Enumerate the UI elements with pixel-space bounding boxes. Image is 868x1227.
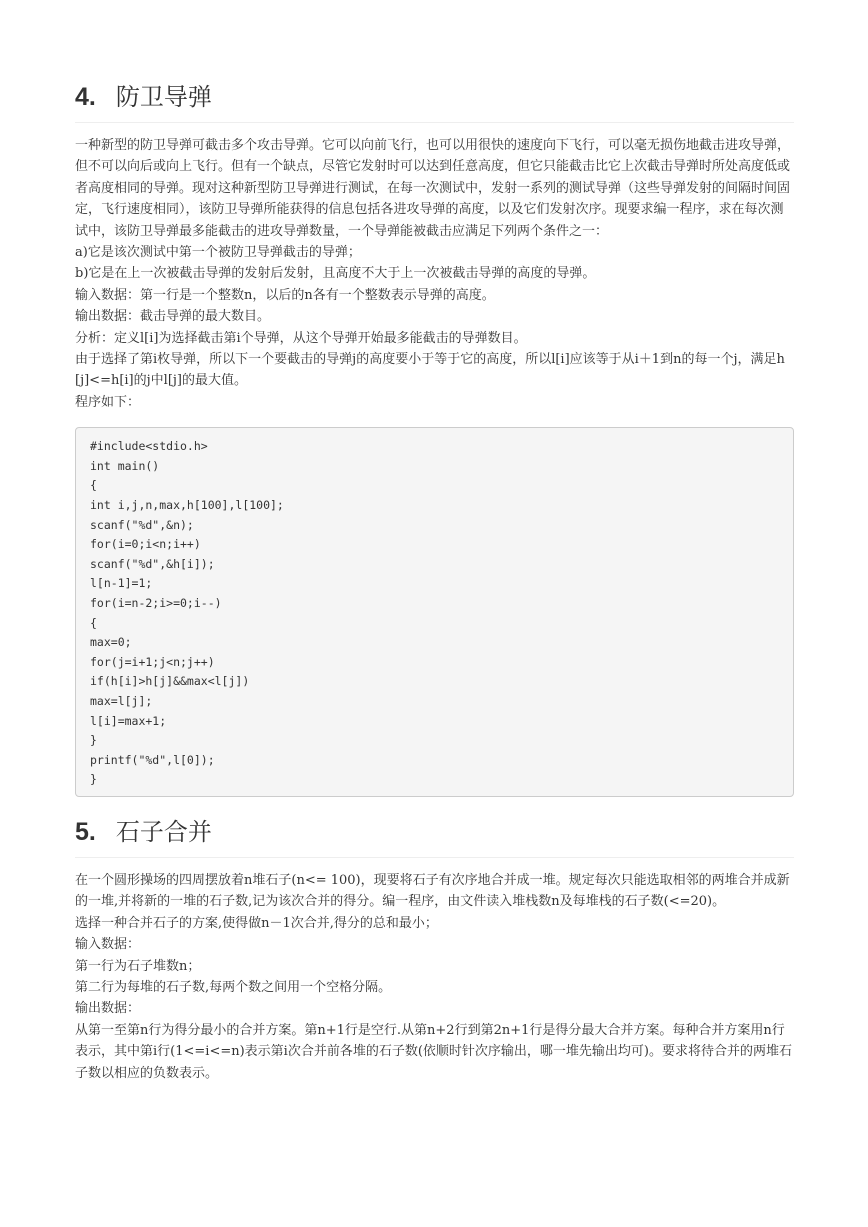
code-line: if(h[i]>h[j]&&max<l[j]) (90, 674, 250, 689)
code-line: { (90, 478, 97, 493)
objective: 选择一种合并石子的方案,使得做n－1次合并,得分的总和最小； (75, 915, 438, 931)
code-line: for(j=i+1;j<n;j++) (90, 654, 215, 669)
code-line: max=l[j]; (90, 694, 153, 708)
section-5-title: 石子合并 (115, 817, 212, 846)
input-line-2: 第二行为每堆的石子数,每两个数之间用一个空格分隔。 (75, 980, 392, 995)
output-spec: 输出数据：截击导弹的最大数目。 (75, 309, 271, 325)
code-line: for(i=n-2;i>=0;i--) (90, 596, 222, 611)
code-line: } (90, 772, 97, 787)
analysis-2: 由于选择了第i枚导弹，所以下一个要截击的导弹j的高度要小于等于它的高度，所以l[i]应该等于从i＋1到n的每一个j，满足h[j]<=h[i]的j中l[j]的最大值。 (75, 352, 785, 389)
problem-description: 在一个圆形操场的四周摆放着n堆石子(n<= 100)，现要将石子有次序地合并成一堆。规定每次只能选取相邻的两堆合并成新的一堆,并将新的一堆的石子数,记为该次合并的得分。编一程序，由文件读入堆栈数n及每堆栈的石子数(<=20)。 (75, 872, 790, 910)
section-5-heading (75, 811, 794, 858)
analysis-1: 分析：定义l[i]为选择截击第i个导弹，从这个导弹开始最多能截击的导弹数目。 (75, 330, 527, 346)
problem-description: 一种新型的防卫导弹可截击多个攻击导弹。它可以向前飞行，也可以用很快的速度向下飞行，可以毫无损伤地截击进攻导弹，但不可以向后或向上飞行。但有一个缺点，尽管它发射时可以达到任意高度，但它只能截击比它上次截击导弹时所处高度低或者高度相同的导弹。现对这种新型防卫导弹进行测试，在每一次测试中，发射一系列的测试导弹（这些导弹发射的间隔时间固定，飞行速度相同），该防卫导弹所能获得的信息包括各进攻导弹的高度，以及它们发射次序。现要求编一程序，求在每次测试中，该防卫导弹最多能截击的进攻导弹数量，一个导弹能被截击应满足下列两个条件之一： (75, 138, 791, 239)
code-line: l[i]=max+1; (90, 713, 167, 728)
document-page (75, 0, 794, 1084)
input-line-1: 第一行为石子堆数n； (75, 958, 201, 974)
section-4-number: 4. (75, 83, 96, 111)
code-line: l[n-1]=1; (90, 576, 153, 591)
output-description: 从第一至第n行为得分最小的合并方案。第n+1行是空行.从第n+2行到第2n+1行是得分最大合并方案。每种合并方案用n行表示，其中第i行(1<=i<=n)表示第i次合并前各堆的石子数(依顺时针次序输出，哪一堆先输出均可)。要求将待合并的两堆石子数以相应的负数表示。 (75, 1022, 792, 1081)
code-line: { (90, 615, 97, 630)
input-spec: 输入数据：第一行是一个整数n，以后的n各有一个整数表示导弹的高度。 (75, 287, 495, 303)
code-line: int i,j,n,max,h[100],l[100]; (90, 498, 284, 513)
condition-a: a)它是该次测试中第一个被防卫导弹截击的导弹； (75, 245, 361, 261)
code-line: scanf("%d",&h[i]); (90, 556, 215, 571)
code-line: } (90, 733, 97, 748)
section-4-title: 防卫导弹 (115, 83, 212, 111)
code-line: for(i=0;i<n;i++) (90, 537, 201, 552)
section-4-body (75, 135, 794, 413)
condition-b: b)它是在上一次被截击导弹的发射后发射，且高度不大于上一次被截击导弹的高度的导弹。 (75, 266, 596, 282)
code-line: #include<stdio.h> (90, 439, 208, 454)
code-line: max=0; (90, 635, 132, 650)
output-heading: 输出数据： (75, 1001, 141, 1017)
section-5-body (75, 870, 794, 1084)
code-line: int main() (90, 458, 160, 473)
code-line: scanf("%d",&n); (90, 517, 194, 532)
code-block (75, 427, 794, 797)
input-heading: 输入数据： (75, 937, 141, 953)
section-5-number: 5. (75, 817, 96, 846)
code-line: printf("%d",l[0]); (90, 752, 215, 767)
section-4-heading (75, 76, 794, 123)
program-intro: 程序如下： (75, 394, 141, 410)
